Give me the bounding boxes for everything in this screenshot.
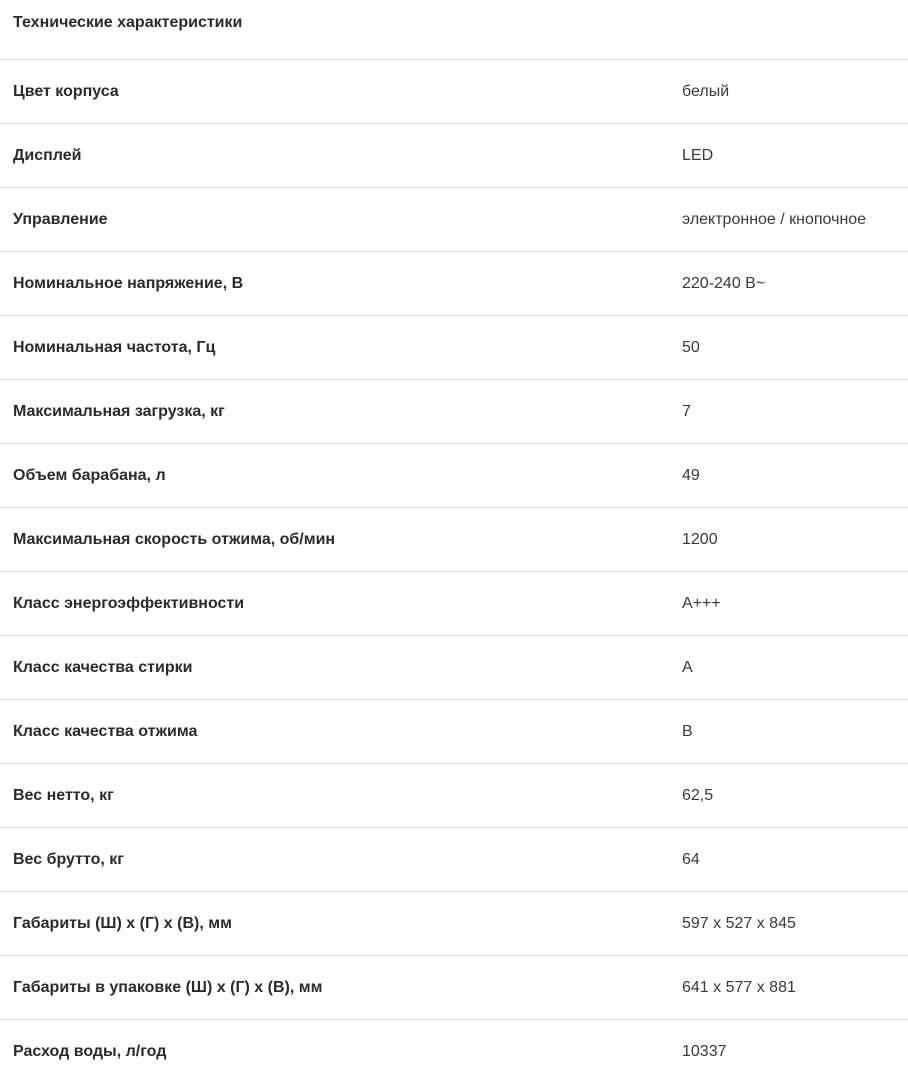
spec-row <box>0 124 908 188</box>
spec-row <box>0 252 908 316</box>
spec-label: Расход воды, л/год <box>13 1043 167 1060</box>
spec-label: Класс качества стирки <box>13 658 193 676</box>
spec-row <box>0 380 908 444</box>
spec-label: Номинальное напряжение, В <box>13 274 244 292</box>
spec-row <box>0 700 908 764</box>
spec-label: Дисплей <box>13 146 82 164</box>
spec-label: Цвет корпуса <box>13 82 119 100</box>
spec-value: 64 <box>682 850 700 868</box>
spec-row <box>0 508 908 572</box>
spec-value: 10337 <box>682 1043 727 1060</box>
spec-row <box>0 764 908 828</box>
spec-value: 62,5 <box>682 786 714 804</box>
spec-value: 597 х 527 х 845 <box>682 914 796 932</box>
spec-value: 49 <box>682 466 700 484</box>
spec-label: Максимальная загрузка, кг <box>13 402 225 420</box>
spec-value: B <box>682 722 693 740</box>
spec-label: Управление <box>13 210 108 228</box>
spec-value: LED <box>682 146 714 164</box>
spec-label: Класс энергоэффективности <box>13 594 245 612</box>
spec-label: Габариты в упаковке (Ш) х (Г) х (В), мм <box>13 978 323 996</box>
spec-value: 7 <box>682 402 691 420</box>
spec-value: 1200 <box>682 530 718 548</box>
spec-row <box>0 316 908 380</box>
section-title: Технические характеристики <box>0 0 908 60</box>
spec-label: Габариты (Ш) х (Г) х (В), мм <box>13 914 232 932</box>
spec-row <box>0 188 908 252</box>
spec-row <box>0 828 908 892</box>
spec-row <box>0 892 908 956</box>
spec-value: электронное / кнопочное <box>682 210 867 228</box>
spec-row <box>0 956 908 1020</box>
spec-label: Вес брутто, кг <box>13 850 124 868</box>
spec-label: Объем барабана, л <box>13 466 166 484</box>
spec-value: A+++ <box>682 594 721 612</box>
spec-value: 641 х 577 х 881 <box>682 978 796 996</box>
spec-row <box>0 1020 908 1084</box>
spec-label: Класс качества отжима <box>13 722 198 740</box>
spec-row <box>0 444 908 508</box>
spec-value: белый <box>682 82 730 100</box>
spec-row <box>0 60 908 124</box>
spec-label: Вес нетто, кг <box>13 786 114 804</box>
spec-value: 220-240 В~ <box>682 274 766 292</box>
spec-label: Номинальная частота, Гц <box>13 338 216 356</box>
spec-row <box>0 636 908 700</box>
spec-value: 50 <box>682 338 700 356</box>
spec-label: Максимальная скорость отжима, об/мин <box>13 530 336 548</box>
spec-row <box>0 572 908 636</box>
spec-value: A <box>682 658 693 676</box>
